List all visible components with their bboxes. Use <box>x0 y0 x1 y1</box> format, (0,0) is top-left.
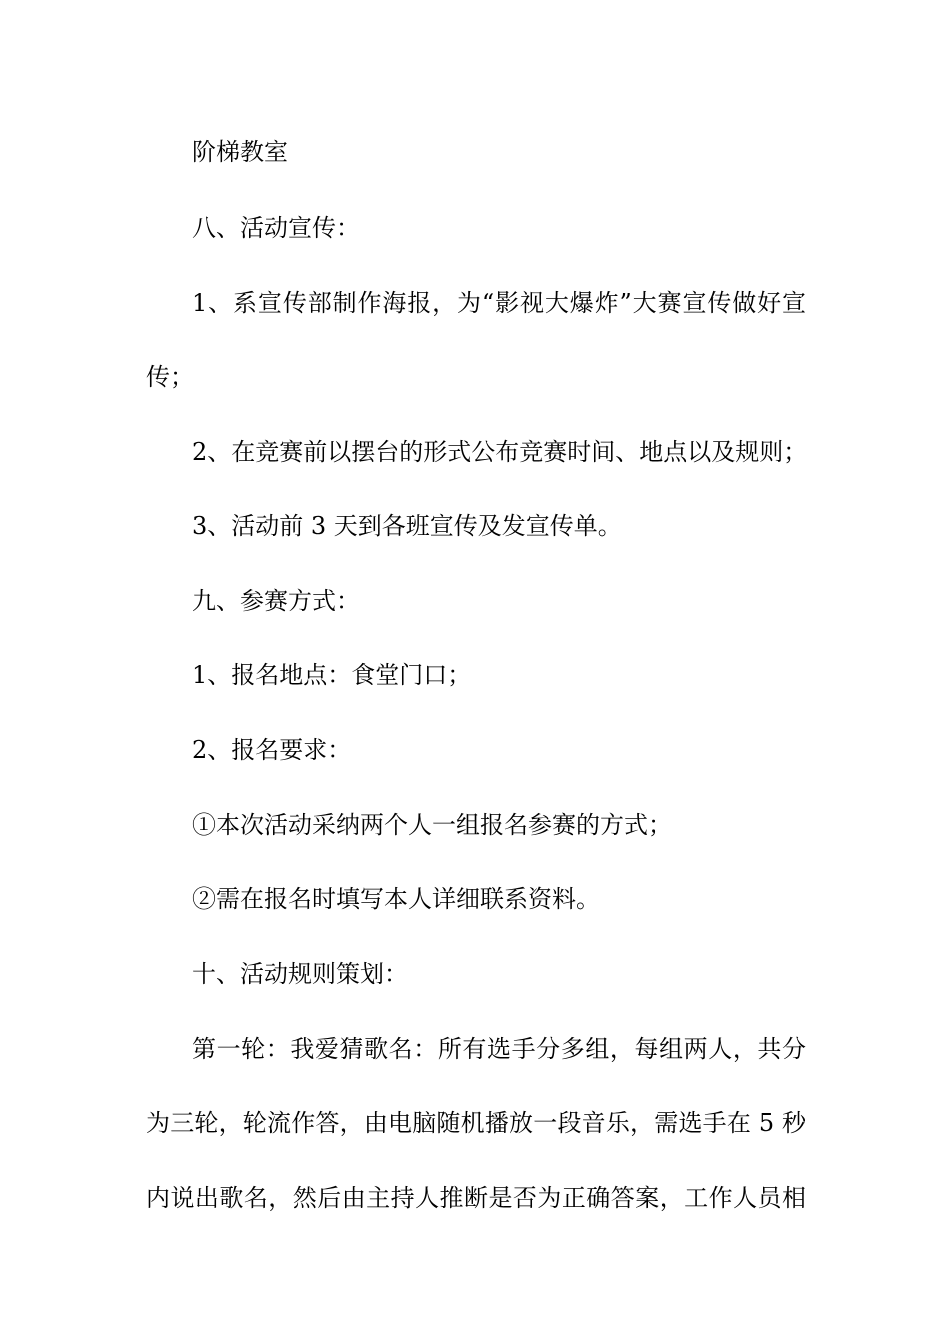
paragraph-publicity-1-line-1: 1、系宣传部制作海报，为“影视大爆炸”大赛宣传做好宣 <box>192 289 806 317</box>
paragraph-publicity-3: 3、活动前 3 天到各班宣传及发宣传单。 <box>192 512 622 540</box>
paragraph-signup-location: 1、报名地点：食堂门口； <box>192 661 472 689</box>
paragraph-round-1-line-2: 为三轮，轮流作答，由电脑随机播放一段音乐，需选手在 5 秒 <box>146 1109 806 1137</box>
paragraph-requirement-2: ②需在报名时填写本人详细联系资料。 <box>192 885 600 913</box>
heading-section-9: 九、参赛方式： <box>192 587 360 615</box>
heading-section-10: 十、活动规则策划： <box>192 960 408 988</box>
paragraph-signup-requirements: 2、报名要求： <box>192 736 352 764</box>
paragraph-publicity-1-line-2: 传； <box>146 363 194 391</box>
paragraph-requirement-1: ①本次活动采纳两个人一组报名参赛的方式； <box>192 811 672 839</box>
paragraph-round-1-line-1: 第一轮：我爱猜歌名：所有选手分多组，每组两人，共分 <box>192 1035 806 1063</box>
paragraph-round-1-line-3: 内说出歌名，然后由主持人推断是否为正确答案，工作人员相 <box>146 1184 806 1212</box>
heading-section-8: 八、活动宣传： <box>192 214 360 242</box>
paragraph-publicity-2: 2、在竞赛前以摆台的形式公布竞赛时间、地点以及规则； <box>192 438 808 466</box>
paragraph-location: 阶梯教室 <box>192 138 288 166</box>
